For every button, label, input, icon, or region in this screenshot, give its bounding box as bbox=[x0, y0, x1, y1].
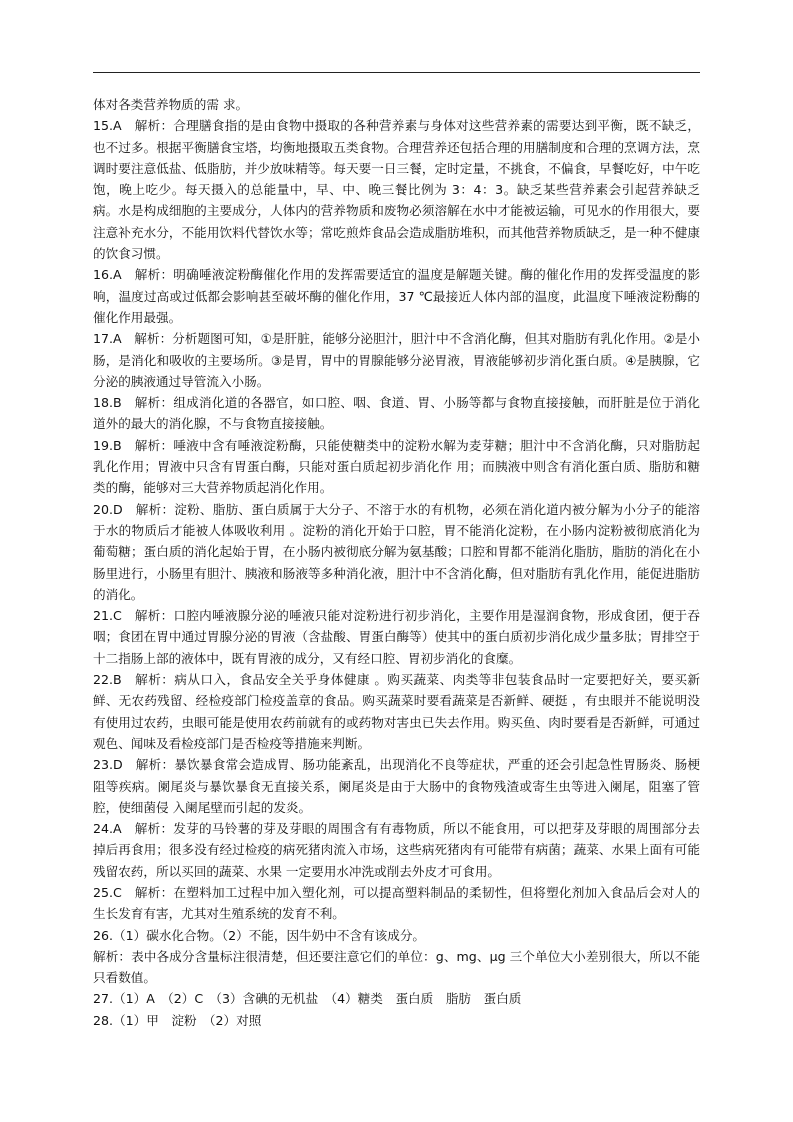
answer-15: 15.A 解析：合理膳食指的是由食物中摄取的各种营养素与身体对这些营养素的需要达到平衡，既不缺乏，也不过多。根据平衡膳食宝塔，均衡地摄取五类食物。合理营养还包括合理的用膳制度和合理的烹调方法，烹调时要注意低盐、低脂肪，并少放味精等。每天要一日三餐，定时定量，不挑食，不偏食，早餐吃好，中午吃饱，晚上吃少。每天摄入的总能量中，早、中、晚三餐比例为 3：4：3。缺乏某些营养素会引起营养缺乏病。水是构成细胞的主要成分，人体内的营养物质和废物必须溶解在水中才能被运输，可见水的作用很大，要注意补充水分，不能用饮料代替饮水等；常吃煎炸食品会造成脂肪堆积，而其他营养物质缺乏，是一种不健康的饮食习惯。 bbox=[93, 118, 700, 262]
answer-19: 19.B 解析：唾液中含有唾液淀粉酶，只能使糖类中的淀粉水解为麦芽糖；胆汁中不含消化酶，只对脂肪起乳化作用；胃液中只含有胃蛋白酶，只能对蛋白质起初步消化作 用；而胰液中则含有消化蛋白质、脂肪和糖类的酶，能够对三大营养物质起消化作用。 bbox=[93, 437, 700, 496]
answer-16: 16.A 解析：明确唾液淀粉酶催化作用的发挥需要适宜的温度是解题关键。酶的催化作用的发挥受温度的影响，温度过高或过低都会影响甚至破坏酶的催化作用，37 ℃最接近人体内部的温度，此温度下唾液淀粉酶的催化作用最强。 bbox=[93, 267, 700, 325]
answer-22: 22.B 解析：病从口入，食品安全关乎身体健康 。购买蔬菜、肉类等非包装食品时一定要把好关，要买新鲜、无农药残留、经检疫部门检疫盖章的食品。购买蔬菜时要看蔬菜是否新鲜、硬挺 ，有虫眼并不能说明没有使用过农药，虫眼可能是使用农药前就有的或药物对害虫已失去作用。购买鱼、肉时要看是否新鲜，可通过观色、闻味及看检疫部门是否检疫等措施来判断。 bbox=[93, 672, 700, 751]
answer-27: 27.（1）A （2）C （3）含碘的无机盐 （4）糖类 蛋白质 脂肪 蛋白质 bbox=[93, 991, 522, 1007]
answer-26: 26.（1）碳水化合物。（2）不能，因牛奶中不含有该成分。 bbox=[93, 927, 426, 943]
answer-28: 28.（1）甲 淀粉 （2）对照 bbox=[93, 1012, 262, 1028]
answer-text bbox=[93, 94, 700, 1031]
answer-17: 17.A 解析：分析题图可知，①是肝脏，能够分泌胆汁，胆汁中不含消化酶，但其对脂肪有乳化作用。②是小肠，是消化和吸收的主要场所。③是胃，胃中的胃腺能够分泌胃液，胃液能够初步消化蛋白质。④是胰腺，它分泌的胰液通过导管流入小肠。 bbox=[93, 331, 700, 389]
header-rule bbox=[93, 72, 700, 73]
answer-25: 25.C 解析：在塑料加工过程中加入塑化剂，可以提高塑料制品的柔韧性，但将塑化剂加入食品后会对人的生长发育有害，尤其对生殖系统的发育不利。 bbox=[93, 884, 700, 922]
answer-18: 18.B 解析：组成消化道的各器官，如口腔、咽、食道、胃、小肠等都与食物直接接触，而肝脏是位于消化道外的最大的消化腺，不与食物直接接触。 bbox=[93, 395, 700, 432]
answer-23: 23.D 解析：暴饮暴食常会造成胃、肠功能紊乱，出现消化不良等症状，严重的还会引起急性胃肠炎、肠梗阻等疾病。阑尾炎与暴饮暴食无直接关系，阑尾炎是由于大肠中的食物残渣或寄生虫等进入阑尾，阻塞了管腔，使细菌侵 入阑尾壁而引起的发炎。 bbox=[93, 757, 700, 815]
answer-26-explanation: 解析：表中各成分含量标注很清楚，但还要注意它们的单位：g、mg、μg 三个单位大小差别很大，所以不能只看数值。 bbox=[93, 948, 700, 986]
answer-21: 21.C 解析：口腔内唾液腺分泌的唾液只能对淀粉进行初步消化，主要作用是湿润食物，形成食团，便于吞咽；食团在胃中通过胃腺分泌的胃液（含盐酸、胃蛋白酶等）使其中的蛋白质初步消化成少量多肽；胃排空于十二指肠上部的液体中，既有胃液的成分，又有经口腔、胃初步消化的食糜。 bbox=[93, 608, 700, 666]
text-paragraph: 体对各类营养物质的需 求。 bbox=[93, 97, 249, 112]
answer-20: 20.D 解析：淀粉、脂肪、蛋白质属于大分子、不溶于水的有机物，必须在消化道内被分解为小分子的能溶于水的物质后才能被人体吸收利用 。淀粉的消化开始于口腔，胃不能消化淀粉，在小肠内淀粉被彻底消化为 葡萄糖；蛋白质的消化起始于胃，在小肠内被彻底分解为氨基酸；口腔和胃都不能消化脂肪，脂肪的消化在小肠里进行，小肠里有胆汁、胰液和肠液等多种消化液，胆汁中不含消化酶，但对脂肪有乳化作用，能促进脂肪的消化。 bbox=[93, 501, 700, 602]
answer-24: 24.A 解析：发芽的马铃薯的芽及芽眼的周围含有有毒物质，所以不能食用，可以把芽及芽眼的周围部分去掉后再食用；很多没有经过检疫的病死猪肉流入市场，这些病死猪肉有可能带有病菌；蔬菜、水果上面有可能残留农药，所以买回的蔬菜、水果 一定要用水冲洗或削去外皮才可食用。 bbox=[93, 821, 700, 879]
